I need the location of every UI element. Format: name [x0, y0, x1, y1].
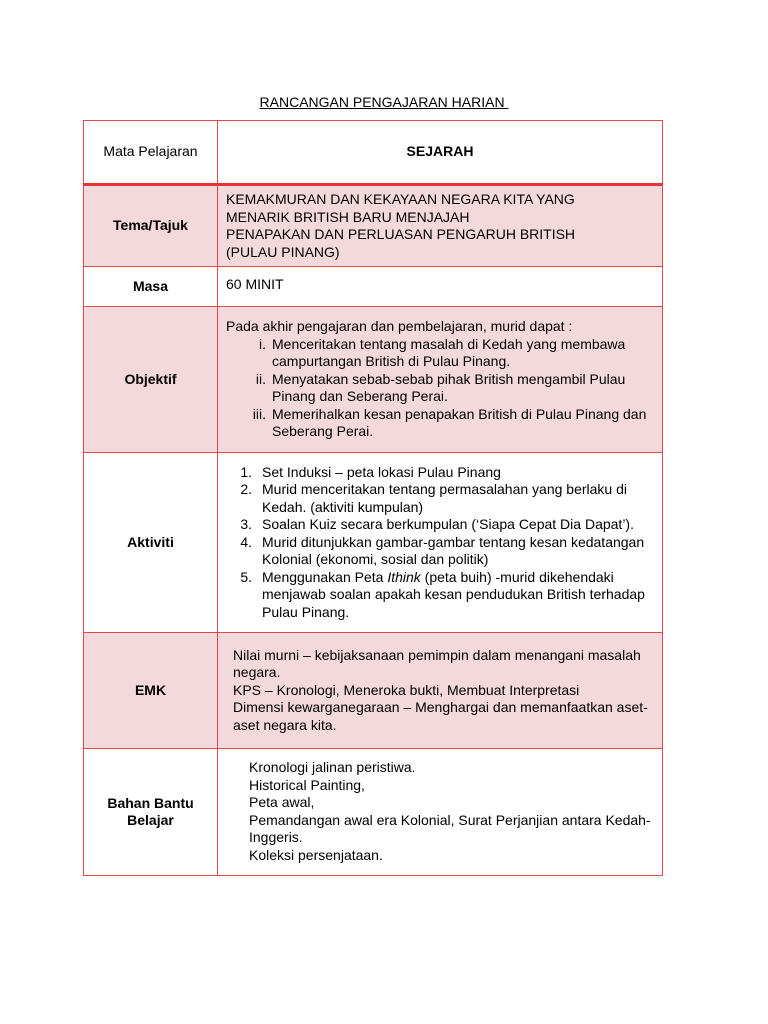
lesson-plan-table [83, 120, 663, 876]
bahan-line: Kronologi jalinan peristiwa. [249, 759, 416, 775]
bahan-line: Peta awal, [249, 794, 315, 810]
emk-line: Nilai murni – kebijaksanaan pemimpin dalam menangani masalah negara. [233, 646, 641, 681]
subject-value: SEJARAH [218, 121, 663, 185]
list-item: iii. Memerihalkan kesan penapakan British di Pulau Pinang dan Seberang Perai. [252, 405, 647, 440]
label-masa: Masa [84, 267, 218, 307]
list-item: i. Menceritakan tentang masalah di Kedah yang membawa campurtangan British di Pulau Pinang. [259, 335, 626, 370]
label-tema: Tema/Tajuk [84, 185, 218, 267]
label-objektif: Objektif [84, 307, 218, 453]
tema-line: KEMAKMURAN DAN KEKAYAAN NEGARA KITA YANG [226, 191, 575, 207]
row-objektif [84, 307, 663, 453]
list-item: 5. Menggunakan Peta Ithink (peta buih) -murid dikehendaki menjawab soalan apakah kesan pendudukan British terhadap Pulau Pinang. [240, 568, 645, 620]
aktiviti-value [218, 453, 663, 633]
masa-value: 60 MINIT [218, 267, 663, 307]
objektif-value [218, 307, 663, 453]
emk-line: Dimensi kewarganegaraan – Menghargai dan memanfaatkan aset-aset negara kita. [233, 699, 648, 733]
objektif-list [226, 336, 654, 441]
label-bahan: Bahan Bantu Belajar [84, 749, 218, 876]
bahan-line: Pemandangan awal era Kolonial, Surat Perjanjian antara Kedah-Inggeris. [249, 811, 651, 845]
objektif-intro: Pada akhir pengajaran dan pembelajaran, murid dapat : [226, 318, 573, 335]
page-title: RANCANGAN PENGAJARAN HARIAN [259, 94, 509, 110]
bahan-line: Koleksi persenjataan. [249, 846, 383, 863]
tema-line: MENARIK BRITISH BARU MENJAJAH [226, 208, 470, 225]
row-mata-pelajaran [84, 121, 663, 185]
row-emk [84, 633, 663, 749]
aktiviti-list [226, 464, 654, 622]
list-item: 1. Set Induksi – peta lokasi Pulau Pinang [240, 463, 501, 480]
tema-line: PENAPAKAN DAN PERLUASAN PENGARUH BRITISH [226, 226, 576, 242]
label-emk: EMK [84, 633, 218, 749]
row-aktiviti [84, 453, 663, 633]
list-item: 2. Murid menceritakan tentang permasalahan yang berlaku di Kedah. (aktiviti kumpulan) [240, 481, 627, 515]
row-masa [84, 267, 663, 307]
bahan-line: Historical Painting, [249, 776, 365, 793]
bahan-value [218, 749, 663, 876]
row-tema [84, 185, 663, 267]
list-item: 4. Murid ditunjukkan gambar-gambar tentang kesan kedatangan Kolonial (ekonomi, sosial dan politik) [240, 533, 645, 568]
emk-line: KPS – Kronologi, Meneroka bukti, Membuat Interpretasi [233, 681, 580, 698]
row-bahan [84, 749, 663, 876]
label-aktiviti: Aktiviti [84, 453, 218, 633]
list-item: ii. Menyatakan sebab-sebab pihak British mengambil Pulau Pinang dan Seberang Perai. [255, 370, 626, 405]
emk-value [218, 633, 663, 749]
tema-line: (PULAU PINANG) [226, 243, 340, 260]
label-mata-pelajaran: Mata Pelajaran [84, 121, 218, 185]
list-item: 3. Soalan Kuiz secara berkumpulan (‘Siapa Cepat Dia Dapat’). [240, 516, 634, 533]
tema-value [218, 185, 663, 267]
